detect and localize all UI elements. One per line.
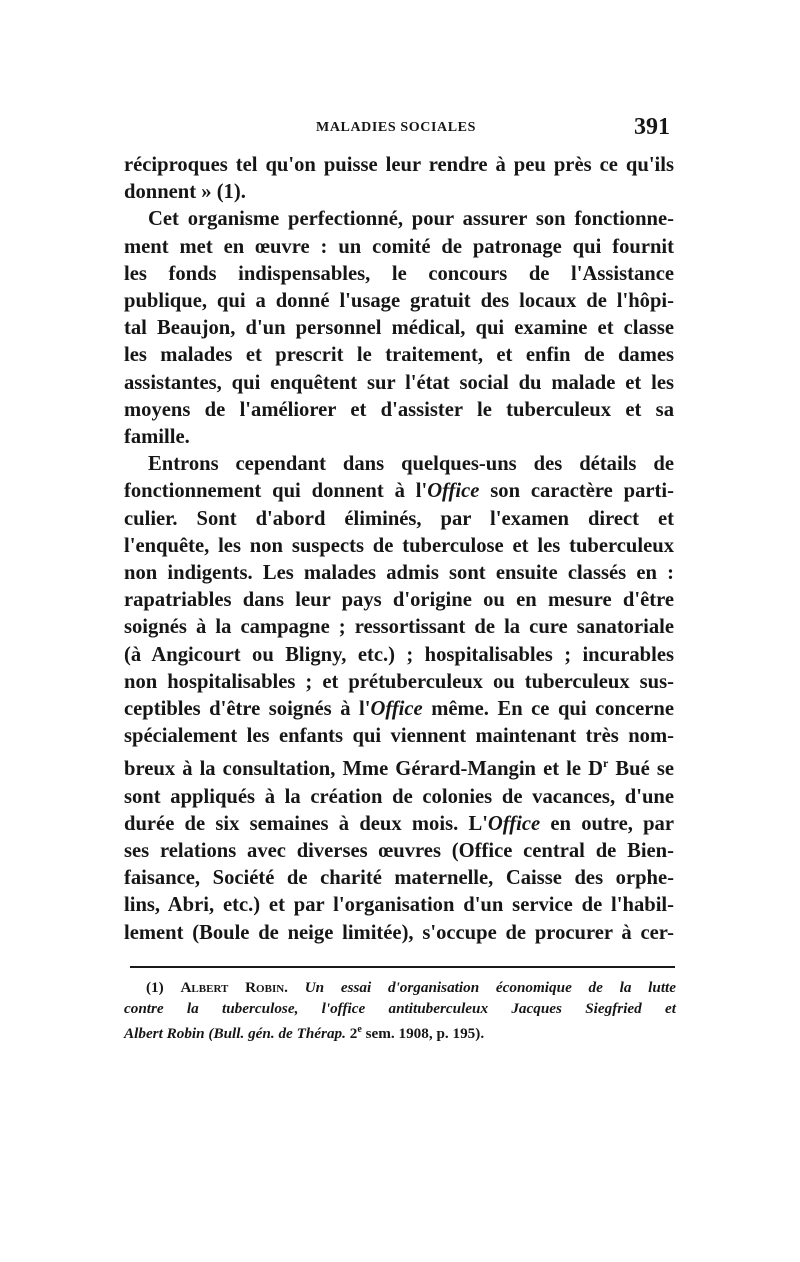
italic-term: Office	[370, 698, 423, 721]
footnote-title: Albert Robin	[124, 1025, 205, 1043]
text-line: non hospitalisables ; et prétuberculeux ou tuberculeux sus-	[124, 670, 674, 693]
text-line	[124, 696, 674, 723]
text-line: lins, Abri, etc.) et par l'organisation d'un service de l'habil-	[124, 894, 674, 917]
text-segment: fonctionnement qui donnent à l'	[124, 480, 428, 503]
text-line: assistantes, qui enquêtent sur l'état social du malade et les	[124, 371, 674, 394]
text-line: (à Angicourt ou Bligny, etc.) ; hospitalisables ; incurables	[124, 643, 674, 666]
text-line: faisance, Société de charité maternelle, Caisse des orphe-	[124, 867, 674, 890]
footnote-journal: (Bull. gén. de Thérap.	[208, 1025, 346, 1043]
text-line: ses relations avec diverses œuvres (Office central de Bien-	[124, 839, 674, 862]
text-segment: breux à la consultation, Mme Gérard-Mangin et le D	[124, 758, 604, 781]
text-segment: ceptibles d'être soignés à l'	[124, 698, 371, 721]
text-line: les fonds indispensables, le concours de l'Assistance	[124, 262, 674, 285]
superscript: r	[603, 756, 609, 771]
italic-term: Office	[427, 480, 480, 503]
text-line: culier. Sont d'abord éliminés, par l'examen direct et	[124, 507, 674, 530]
text-line: l'enquête, les non suspects de tuberculose et les tuberculeux	[124, 534, 674, 557]
superscript: e	[357, 1024, 362, 1035]
italic-term: Office	[487, 812, 541, 835]
text-line: publique, qui a donné l'usage gratuit des locaux de l'hôpi-	[124, 290, 674, 313]
footnote-line	[124, 1019, 676, 1044]
text-line: soignés à la campagne ; ressortissant de la cure sanatoriale	[124, 616, 674, 639]
text-line: Entrons cependant dans quelques-uns des détails de	[148, 453, 674, 476]
footnote-citation: sem. 1908, p. 195).	[361, 1025, 485, 1043]
text-segment: Bué se	[608, 758, 674, 781]
running-title: MALADIES SOCIALES	[316, 120, 476, 135]
footnote-line	[124, 998, 676, 1019]
footnote-author: Albert Robin.	[180, 979, 288, 996]
text-line: moyens de l'améliorer et d'assister le tuberculeux et sa	[124, 398, 674, 421]
text-line	[124, 750, 674, 783]
footnote-title: Un essai d'organisation économique de la lutte	[304, 979, 677, 996]
footnote-divider	[130, 966, 675, 968]
text-segment: durée de six semaines à deux mois. L'	[124, 812, 488, 835]
text-line: réciproques tel qu'on puisse leur rendre à peu près ce qu'ils	[124, 154, 674, 176]
text-line: Cet organisme perfectionné, pour assurer son fonctionne-	[148, 208, 674, 231]
text-line: les malades et prescrit le traitement, et enfin de dames	[124, 344, 674, 367]
footnote-semester: 2	[349, 1025, 358, 1043]
text-line: sont appliqués à la création de colonies de vacances, d'une	[124, 785, 674, 808]
text-line: ment met en œuvre : un comité de patronage qui fournit	[124, 235, 674, 258]
footnote-line	[124, 977, 676, 998]
text-line: donnent » (1).	[124, 181, 246, 204]
footnote-title: contre la tuberculose, l'office antituberculeux Jacques Siegfried et	[124, 1000, 676, 1017]
footnote	[124, 977, 676, 1044]
text-segment: même. En ce qui concerne	[422, 698, 674, 721]
footnote-marker: (1)	[146, 979, 164, 996]
text-line: spécialement les enfants qui viennent maintenant très nom-	[124, 725, 674, 748]
page-number: 391	[634, 114, 670, 140]
text-line: lement (Boule de neige limitée), s'occupe de procurer à cer-	[124, 921, 674, 944]
text-segment: en outre, par	[540, 812, 674, 835]
text-line: rapatriables dans leur pays d'origine ou en mesure d'être	[124, 589, 674, 612]
text-line: tal Beaujon, d'un personnel médical, qui examine et classe	[124, 317, 674, 340]
text-line	[124, 811, 674, 838]
text-line: non indigents. Les malades admis sont ensuite classés en :	[124, 562, 674, 585]
running-header	[124, 116, 674, 144]
text-line	[124, 478, 674, 505]
text-line: famille.	[124, 426, 190, 449]
body-text	[124, 152, 674, 947]
text-segment: son caractère parti-	[479, 480, 674, 503]
